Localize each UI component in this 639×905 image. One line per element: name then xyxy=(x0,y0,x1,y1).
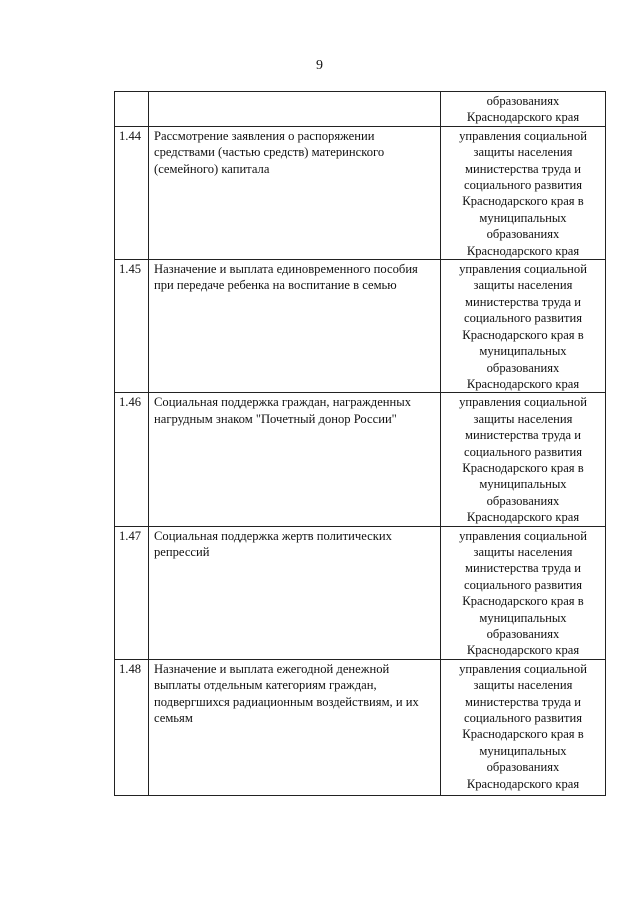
service-name: Социальная поддержка жертв политических репрессий xyxy=(149,526,441,659)
responsible-organization xyxy=(441,659,606,795)
row-number: 1.44 xyxy=(115,126,149,259)
org-line: муниципальных xyxy=(479,743,567,758)
org-line: министерства труда и xyxy=(465,294,581,309)
org-line: Краснодарского края xyxy=(466,776,580,791)
org-line: управления социальной xyxy=(459,262,587,277)
responsible-organization xyxy=(441,526,606,659)
org-line: социального развития xyxy=(463,444,582,459)
responsible-organization xyxy=(441,260,606,393)
org-line: муниципальных xyxy=(479,210,567,225)
org-line: муниципальных xyxy=(479,610,567,625)
table-row xyxy=(115,526,606,659)
org-line: министерства труда и xyxy=(465,694,581,709)
org-line: министерства труда и xyxy=(465,161,581,176)
org-line: защиты населения xyxy=(473,411,573,426)
org-line: Краснодарского края в xyxy=(462,327,584,342)
org-line: Краснодарского края в xyxy=(462,594,584,609)
table-row-continuation xyxy=(115,92,606,127)
org-line: управления социальной xyxy=(459,128,587,143)
responsible-organization xyxy=(441,126,606,259)
table-row xyxy=(115,126,606,259)
org-line: управления социальной xyxy=(459,528,587,543)
org-line: управления социальной xyxy=(459,395,587,410)
row-number: 1.46 xyxy=(115,393,149,526)
org-line: образованиях xyxy=(486,227,560,242)
org-line: министерства труда и xyxy=(465,428,581,443)
row-number: 1.47 xyxy=(115,526,149,659)
org-line: защиты населения xyxy=(473,678,573,693)
row-number: 1.48 xyxy=(115,659,149,795)
org-line: защиты населения xyxy=(473,544,573,559)
org-line: Краснодарского края xyxy=(466,110,580,125)
org-line: образованиях xyxy=(486,94,560,108)
row-number xyxy=(115,92,149,127)
org-line: Краснодарского края в xyxy=(462,727,584,742)
page-number: 9 xyxy=(316,58,323,73)
org-line: социального развития xyxy=(463,711,582,726)
responsible-organization xyxy=(441,92,606,127)
org-line: защиты населения xyxy=(473,145,573,160)
org-line: Краснодарского края в xyxy=(462,194,584,209)
org-line: образованиях xyxy=(486,493,560,508)
org-line: образованиях xyxy=(486,627,560,641)
org-line: муниципальных xyxy=(479,477,567,492)
table-row xyxy=(115,393,606,526)
org-line: социального развития xyxy=(463,178,582,193)
org-line: Краснодарского края xyxy=(466,510,580,525)
org-line: социального развития xyxy=(463,577,582,592)
org-line: Краснодарского края xyxy=(466,643,580,658)
service-name: Назначение и выплата единовременного пособия при передаче ребенка на воспитание в семью xyxy=(149,260,441,393)
service-name xyxy=(149,92,441,127)
org-line: Краснодарского края в xyxy=(462,460,584,475)
org-line: Краснодарского края xyxy=(466,376,580,391)
org-line: Краснодарского края xyxy=(466,243,580,258)
responsible-organization xyxy=(441,393,606,526)
org-line: министерства труда и xyxy=(465,561,581,576)
table-row xyxy=(115,659,606,795)
org-line: управления социальной xyxy=(459,661,587,676)
org-line: защиты населения xyxy=(473,278,573,293)
table-row xyxy=(115,260,606,393)
service-name: Рассмотрение заявления о распоряжении средствами (частью средств) материнского (семейного) капитала xyxy=(149,126,441,259)
services-table xyxy=(114,91,606,796)
row-number: 1.45 xyxy=(115,260,149,393)
org-line: социального развития xyxy=(463,311,582,326)
service-name: Социальная поддержка граждан, награжденных нагрудным знаком "Почетный донор России" xyxy=(149,393,441,526)
service-name: Назначение и выплата ежегодной денежной выплаты отдельным категориям граждан, подвергшихся радиационным воздействиям, и их семьям xyxy=(149,659,441,795)
org-line: образованиях xyxy=(486,760,560,775)
org-line: муниципальных xyxy=(479,344,567,359)
org-line: образованиях xyxy=(486,360,560,375)
